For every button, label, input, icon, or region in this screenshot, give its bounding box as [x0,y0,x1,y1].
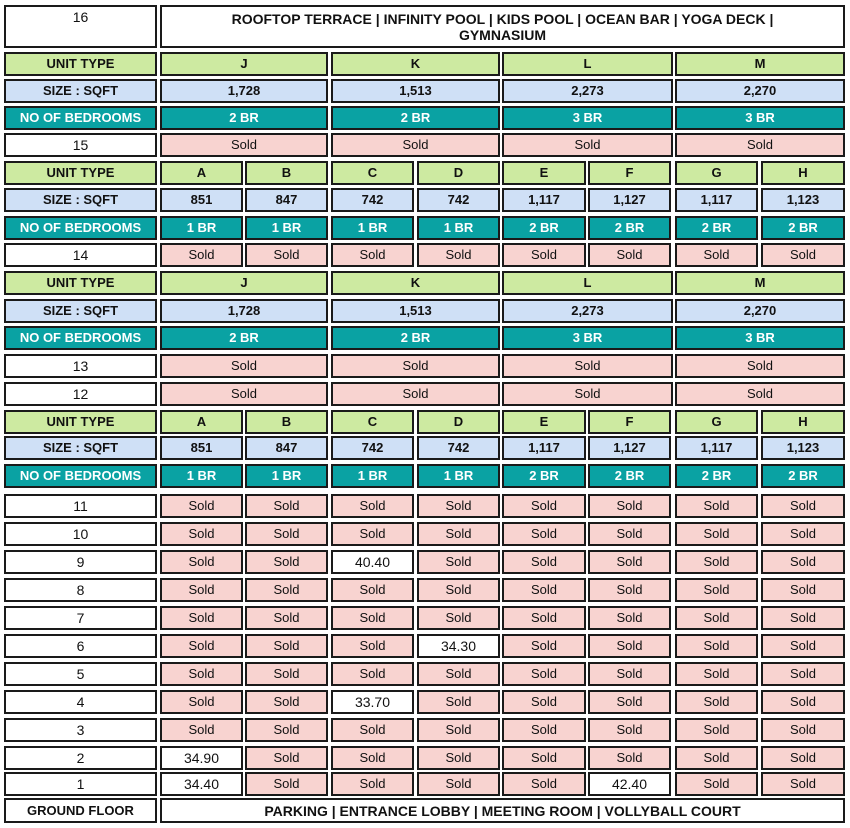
unit-type-cell: J [160,271,328,295]
bedroom-count-cell: 1 BR [160,464,243,488]
sold-unit-cell: Sold [675,243,758,267]
bedroom-count-cell: 1 BR [331,464,414,488]
sold-unit-cell: Sold [417,772,500,796]
sold-unit-cell: Sold [502,522,586,546]
sold-unit-cell: Sold [588,690,671,714]
unit-size-label: SIZE : SQFT [4,79,157,103]
sold-unit-cell: Sold [502,634,586,658]
sold-unit-cell: Sold [245,772,328,796]
sold-unit-cell: Sold [160,133,328,157]
sold-unit-cell: Sold [160,606,243,630]
sold-unit-cell: Sold [502,243,586,267]
sold-unit-cell: Sold [417,690,500,714]
sold-unit-cell: Sold [245,578,328,602]
floor-number: 14 [4,243,157,267]
unit-type-label: UNIT TYPE [4,52,157,76]
unit-size-cell: 1,728 [160,79,328,103]
sold-unit-cell: Sold [675,718,758,742]
bedroom-count-cell: 3 BR [675,106,845,130]
unit-size-cell: 1,728 [160,299,328,323]
unit-size-cell: 742 [417,436,500,460]
sold-unit-cell: Sold [588,522,671,546]
sold-unit-cell: Sold [675,634,758,658]
unit-size-cell: 847 [245,188,328,212]
bedroom-count-cell: 2 BR [588,216,671,240]
amenities-banner: ROOFTOP TERRACE | INFINITY POOL | KIDS POOL | OCEAN BAR | YOGA DECK | GYMNASIUM [160,5,845,48]
sold-unit-cell: Sold [417,662,500,686]
unit-size-cell: 1,127 [588,436,671,460]
sold-unit-cell: Sold [588,634,671,658]
unit-type-cell: G [675,410,758,434]
bedroom-count-label: NO OF BEDROOMS [4,464,157,488]
unit-size-cell: 1,117 [502,436,586,460]
bedroom-count-cell: 2 BR [331,106,500,130]
sold-unit-cell: Sold [502,718,586,742]
sold-unit-cell: Sold [331,243,414,267]
floor-number: 15 [4,133,157,157]
sold-unit-cell: Sold [675,662,758,686]
available-unit-cell[interactable]: 33.70 [331,690,414,714]
floor-number: 4 [4,690,157,714]
floor-number: 5 [4,662,157,686]
sold-unit-cell: Sold [331,354,500,378]
sold-unit-cell: Sold [417,606,500,630]
sold-unit-cell: Sold [331,382,500,406]
sold-unit-cell: Sold [245,662,328,686]
sold-unit-cell: Sold [245,690,328,714]
floor-number: 1 [4,772,157,796]
unit-type-cell: C [331,161,414,185]
unit-size-label: SIZE : SQFT [4,188,157,212]
sold-unit-cell: Sold [761,243,845,267]
bedroom-count-cell: 2 BR [675,464,758,488]
sold-unit-cell: Sold [245,494,328,518]
unit-type-cell: E [502,410,586,434]
bedroom-count-cell: 1 BR [417,464,500,488]
sold-unit-cell: Sold [761,718,845,742]
sold-unit-cell: Sold [588,746,671,770]
unit-type-cell: M [675,52,845,76]
sold-unit-cell: Sold [502,606,586,630]
sold-unit-cell: Sold [417,522,500,546]
sold-unit-cell: Sold [675,550,758,574]
unit-type-label: UNIT TYPE [4,161,157,185]
sold-unit-cell: Sold [160,634,243,658]
unit-type-cell: M [675,271,845,295]
unit-type-cell: F [588,410,671,434]
available-unit-cell[interactable]: 42.40 [588,772,671,796]
sold-unit-cell: Sold [502,382,673,406]
amenities-banner: PARKING | ENTRANCE LOBBY | MEETING ROOM | VOLLYBALL COURT [160,798,845,823]
sold-unit-cell: Sold [417,494,500,518]
unit-type-cell: G [675,161,758,185]
unit-size-cell: 1,123 [761,436,845,460]
sold-unit-cell: Sold [761,578,845,602]
unit-type-cell: A [160,161,243,185]
unit-size-cell: 1,117 [675,188,758,212]
unit-type-cell: D [417,161,500,185]
unit-size-cell: 2,270 [675,79,845,103]
sold-unit-cell: Sold [245,634,328,658]
sold-unit-cell: Sold [417,578,500,602]
sold-unit-cell: Sold [331,606,414,630]
unit-size-cell: 742 [331,436,414,460]
sold-unit-cell: Sold [331,578,414,602]
sold-unit-cell: Sold [417,550,500,574]
sold-unit-cell: Sold [160,494,243,518]
available-unit-cell[interactable]: 34.90 [160,746,243,770]
bedroom-count-cell: 3 BR [675,326,845,350]
sold-unit-cell: Sold [761,522,845,546]
unit-type-cell: B [245,410,328,434]
unit-type-cell: D [417,410,500,434]
unit-type-cell: F [588,161,671,185]
floor-number: 11 [4,494,157,518]
bedroom-count-cell: 3 BR [502,106,673,130]
sold-unit-cell: Sold [588,662,671,686]
sold-unit-cell: Sold [417,718,500,742]
unit-size-label: SIZE : SQFT [4,436,157,460]
sold-unit-cell: Sold [502,662,586,686]
sold-unit-cell: Sold [331,718,414,742]
unit-type-cell: K [331,271,500,295]
unit-size-cell: 742 [331,188,414,212]
sold-unit-cell: Sold [675,133,845,157]
sold-unit-cell: Sold [160,578,243,602]
sold-unit-cell: Sold [331,133,500,157]
sold-unit-cell: Sold [761,746,845,770]
unit-size-cell: 851 [160,436,243,460]
unit-type-cell: K [331,52,500,76]
sold-unit-cell: Sold [502,772,586,796]
bedroom-count-cell: 1 BR [245,464,328,488]
sold-unit-cell: Sold [588,550,671,574]
floor-label: 16 [4,5,157,48]
bedroom-count-cell: 2 BR [761,464,845,488]
unit-size-cell: 2,270 [675,299,845,323]
unit-type-cell: A [160,410,243,434]
bedroom-count-cell: 1 BR [331,216,414,240]
unit-size-cell: 1,513 [331,79,500,103]
sold-unit-cell: Sold [502,133,673,157]
unit-type-cell: H [761,410,845,434]
unit-size-cell: 1,117 [502,188,586,212]
bedroom-count-label: NO OF BEDROOMS [4,106,157,130]
bedroom-count-cell: 1 BR [160,216,243,240]
sold-unit-cell: Sold [761,772,845,796]
unit-type-cell: B [245,161,328,185]
floor-number: 13 [4,354,157,378]
floor-number: 12 [4,382,157,406]
sold-unit-cell: Sold [675,772,758,796]
available-unit-cell[interactable]: 40.40 [331,550,414,574]
unit-type-cell: H [761,161,845,185]
sold-unit-cell: Sold [160,662,243,686]
available-unit-cell[interactable]: 34.40 [160,772,243,796]
bedroom-count-cell: 2 BR [160,326,328,350]
unit-size-label: SIZE : SQFT [4,299,157,323]
sold-unit-cell: Sold [331,772,414,796]
sold-unit-cell: Sold [675,494,758,518]
bedroom-count-cell: 3 BR [502,326,673,350]
sold-unit-cell: Sold [588,578,671,602]
bedroom-count-label: NO OF BEDROOMS [4,326,157,350]
sold-unit-cell: Sold [588,606,671,630]
sold-unit-cell: Sold [761,550,845,574]
floor-number: 8 [4,578,157,602]
sold-unit-cell: Sold [502,746,586,770]
sold-unit-cell: Sold [761,606,845,630]
bedroom-count-label: NO OF BEDROOMS [4,216,157,240]
floor-number: 3 [4,718,157,742]
sold-unit-cell: Sold [417,746,500,770]
unit-type-cell: L [502,52,673,76]
sold-unit-cell: Sold [675,690,758,714]
bedroom-count-cell: 2 BR [675,216,758,240]
sold-unit-cell: Sold [245,243,328,267]
unit-size-cell: 847 [245,436,328,460]
sold-unit-cell: Sold [245,606,328,630]
unit-size-cell: 1,127 [588,188,671,212]
sold-unit-cell: Sold [761,634,845,658]
bedroom-count-cell: 2 BR [502,464,586,488]
sold-unit-cell: Sold [502,578,586,602]
sold-unit-cell: Sold [331,494,414,518]
unit-type-label: UNIT TYPE [4,271,157,295]
floor-number: 7 [4,606,157,630]
unit-size-cell: 2,273 [502,299,673,323]
unit-size-cell: 1,117 [675,436,758,460]
unit-type-label: UNIT TYPE [4,410,157,434]
sold-unit-cell: Sold [761,494,845,518]
sold-unit-cell: Sold [160,522,243,546]
sold-unit-cell: Sold [502,550,586,574]
bedroom-count-cell: 1 BR [245,216,328,240]
unit-type-cell: J [160,52,328,76]
sold-unit-cell: Sold [502,354,673,378]
sold-unit-cell: Sold [160,354,328,378]
sold-unit-cell: Sold [160,550,243,574]
sold-unit-cell: Sold [675,578,758,602]
sold-unit-cell: Sold [245,550,328,574]
available-unit-cell[interactable]: 34.30 [417,634,500,658]
floor-number: 2 [4,746,157,770]
floor-label: GROUND FLOOR [4,798,157,823]
unit-type-cell: L [502,271,673,295]
sold-unit-cell: Sold [761,690,845,714]
floor-number: 10 [4,522,157,546]
unit-size-cell: 1,123 [761,188,845,212]
floor-number: 6 [4,634,157,658]
sold-unit-cell: Sold [245,522,328,546]
sold-unit-cell: Sold [761,662,845,686]
unit-size-cell: 2,273 [502,79,673,103]
sold-unit-cell: Sold [160,382,328,406]
unit-size-cell: 851 [160,188,243,212]
sold-unit-cell: Sold [245,746,328,770]
sold-unit-cell: Sold [245,718,328,742]
unit-size-cell: 1,513 [331,299,500,323]
sold-unit-cell: Sold [588,718,671,742]
sold-unit-cell: Sold [331,746,414,770]
bedroom-count-cell: 1 BR [417,216,500,240]
sold-unit-cell: Sold [675,522,758,546]
bedroom-count-cell: 2 BR [160,106,328,130]
floor-number: 9 [4,550,157,574]
sold-unit-cell: Sold [160,243,243,267]
unit-type-cell: E [502,161,586,185]
sold-unit-cell: Sold [588,243,671,267]
sold-unit-cell: Sold [675,746,758,770]
sold-unit-cell: Sold [588,494,671,518]
bedroom-count-cell: 2 BR [761,216,845,240]
sold-unit-cell: Sold [160,690,243,714]
bedroom-count-cell: 2 BR [331,326,500,350]
bedroom-count-cell: 2 BR [588,464,671,488]
sold-unit-cell: Sold [331,662,414,686]
sold-unit-cell: Sold [417,243,500,267]
sold-unit-cell: Sold [502,494,586,518]
sold-unit-cell: Sold [675,354,845,378]
unit-size-cell: 742 [417,188,500,212]
sold-unit-cell: Sold [331,634,414,658]
sold-unit-cell: Sold [502,690,586,714]
sold-unit-cell: Sold [331,522,414,546]
sold-unit-cell: Sold [160,718,243,742]
bedroom-count-cell: 2 BR [502,216,586,240]
unit-type-cell: C [331,410,414,434]
sold-unit-cell: Sold [675,606,758,630]
sold-unit-cell: Sold [675,382,845,406]
